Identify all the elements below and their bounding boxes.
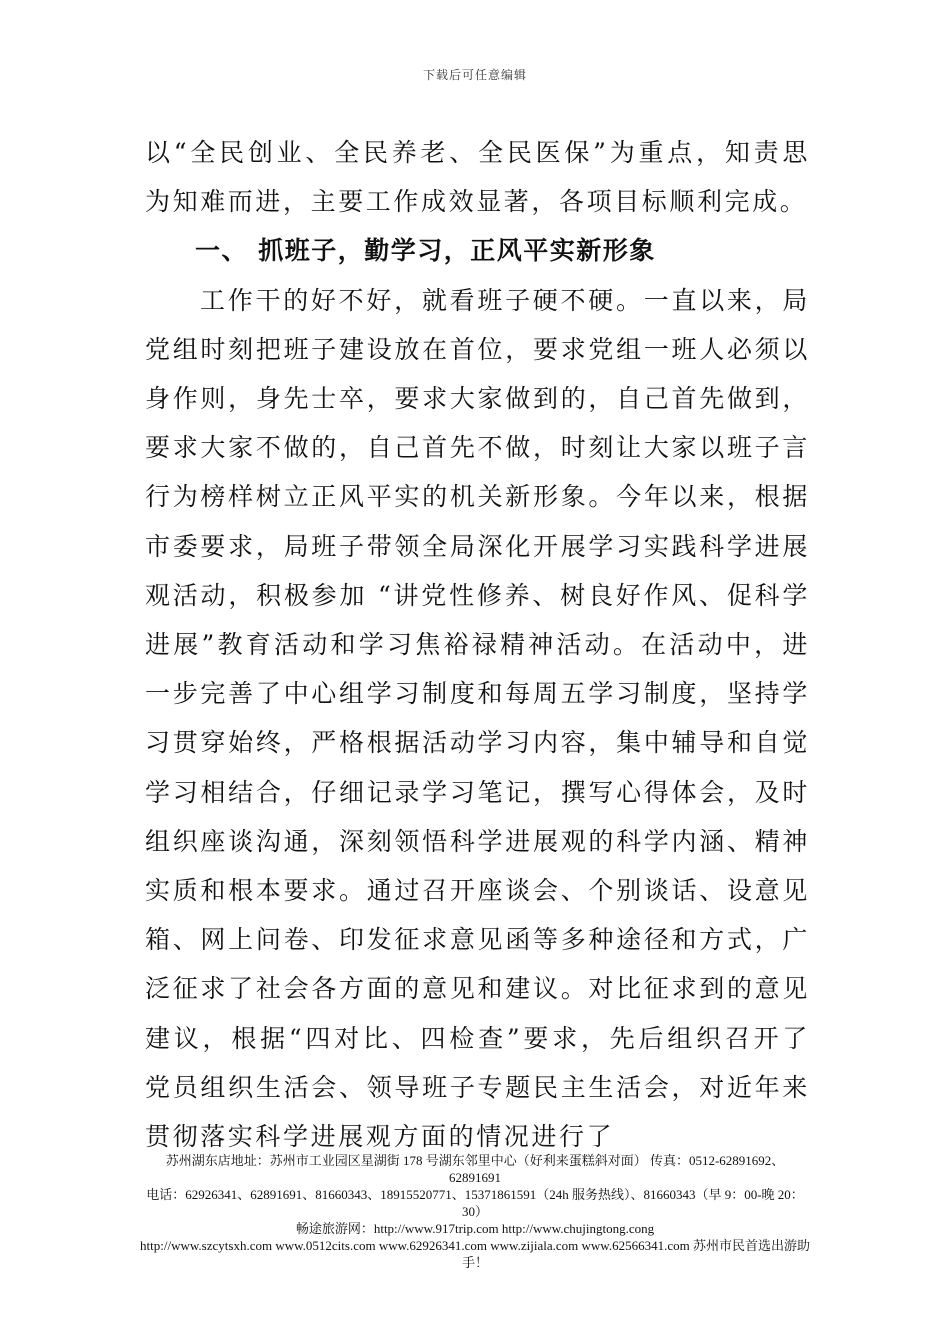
footer-phone: 电话：62926341、62891691、81660343、18915520771、15371861591（24h 服务热线）、81660343（早 9：00-晚 20：30）	[146, 1187, 804, 1219]
footer-website: 畅途旅游网：http://www.917trip.com http://www.chujingtong.cong	[295, 1221, 655, 1236]
paragraph-intro: 以“全民创业、全民养老、全民医保”为重点，知责思为知难而进，主要工作成效显著，各项目标顺利完成。	[145, 138, 810, 217]
footer-links: http://www.szcytsxh.com www.0512cits.com www.62926341.com www.zijiala.com www.62566341.com 苏州市民首选出游助手！	[140, 1238, 810, 1270]
document-body	[145, 128, 810, 1161]
paragraph-leadership: 工作干的好不好，就看班子硬不硬。一直以来，局党组时刻把班子建设放在首位，要求党组一班人必须以身作则，身先士卒，要求大家做到的，自己首先做到，要求大家不做的，自己首先不做，时刻让大家以班子言行为榜样树立正风平实的机关新形象。今年以来，根据市委要求，局班子带领全局深化开展学习实践科学进展观活动，积极参加 “讲党性修养、树良好作风、促科学进展”教育活动和学习焦裕禄精神活动。在活动中，进一步完善了中心组学习制度和每周五学习制度，坚持学习贯穿始终，严格根据活动学习内容，集中辅导和自觉学习相结合，仔细记录学习笔记，撰写心得体会，及时组织座谈沟通，深刻领悟科学进展观的科学内涵、精神实质和根本要求。通过召开座谈会、个别谈话、设意见箱、网上问卷、印发征求意见函等多种途径和方式，广泛征求了社会各方面的意见和建议。对比征求到的意见建议，根据“四对比、四检查”要求，先后组织召开了党员组织生活会、领导班子专题民主生活会，对近年来贯彻落实科学进展观方面的情况进行了	[145, 285, 810, 1152]
section-heading: 一、 抓班子，勤学习，正风平实新形象	[195, 236, 656, 266]
footer-address: 苏州湖东店地址：苏州市工业园区星湖街 178 号湖东邻里中心（好利来蛋糕斜对面） 传真：0512-62891692、62891691	[165, 1153, 785, 1185]
page-footer	[140, 1152, 810, 1271]
page-header: 下载后可任意编辑	[422, 68, 527, 82]
